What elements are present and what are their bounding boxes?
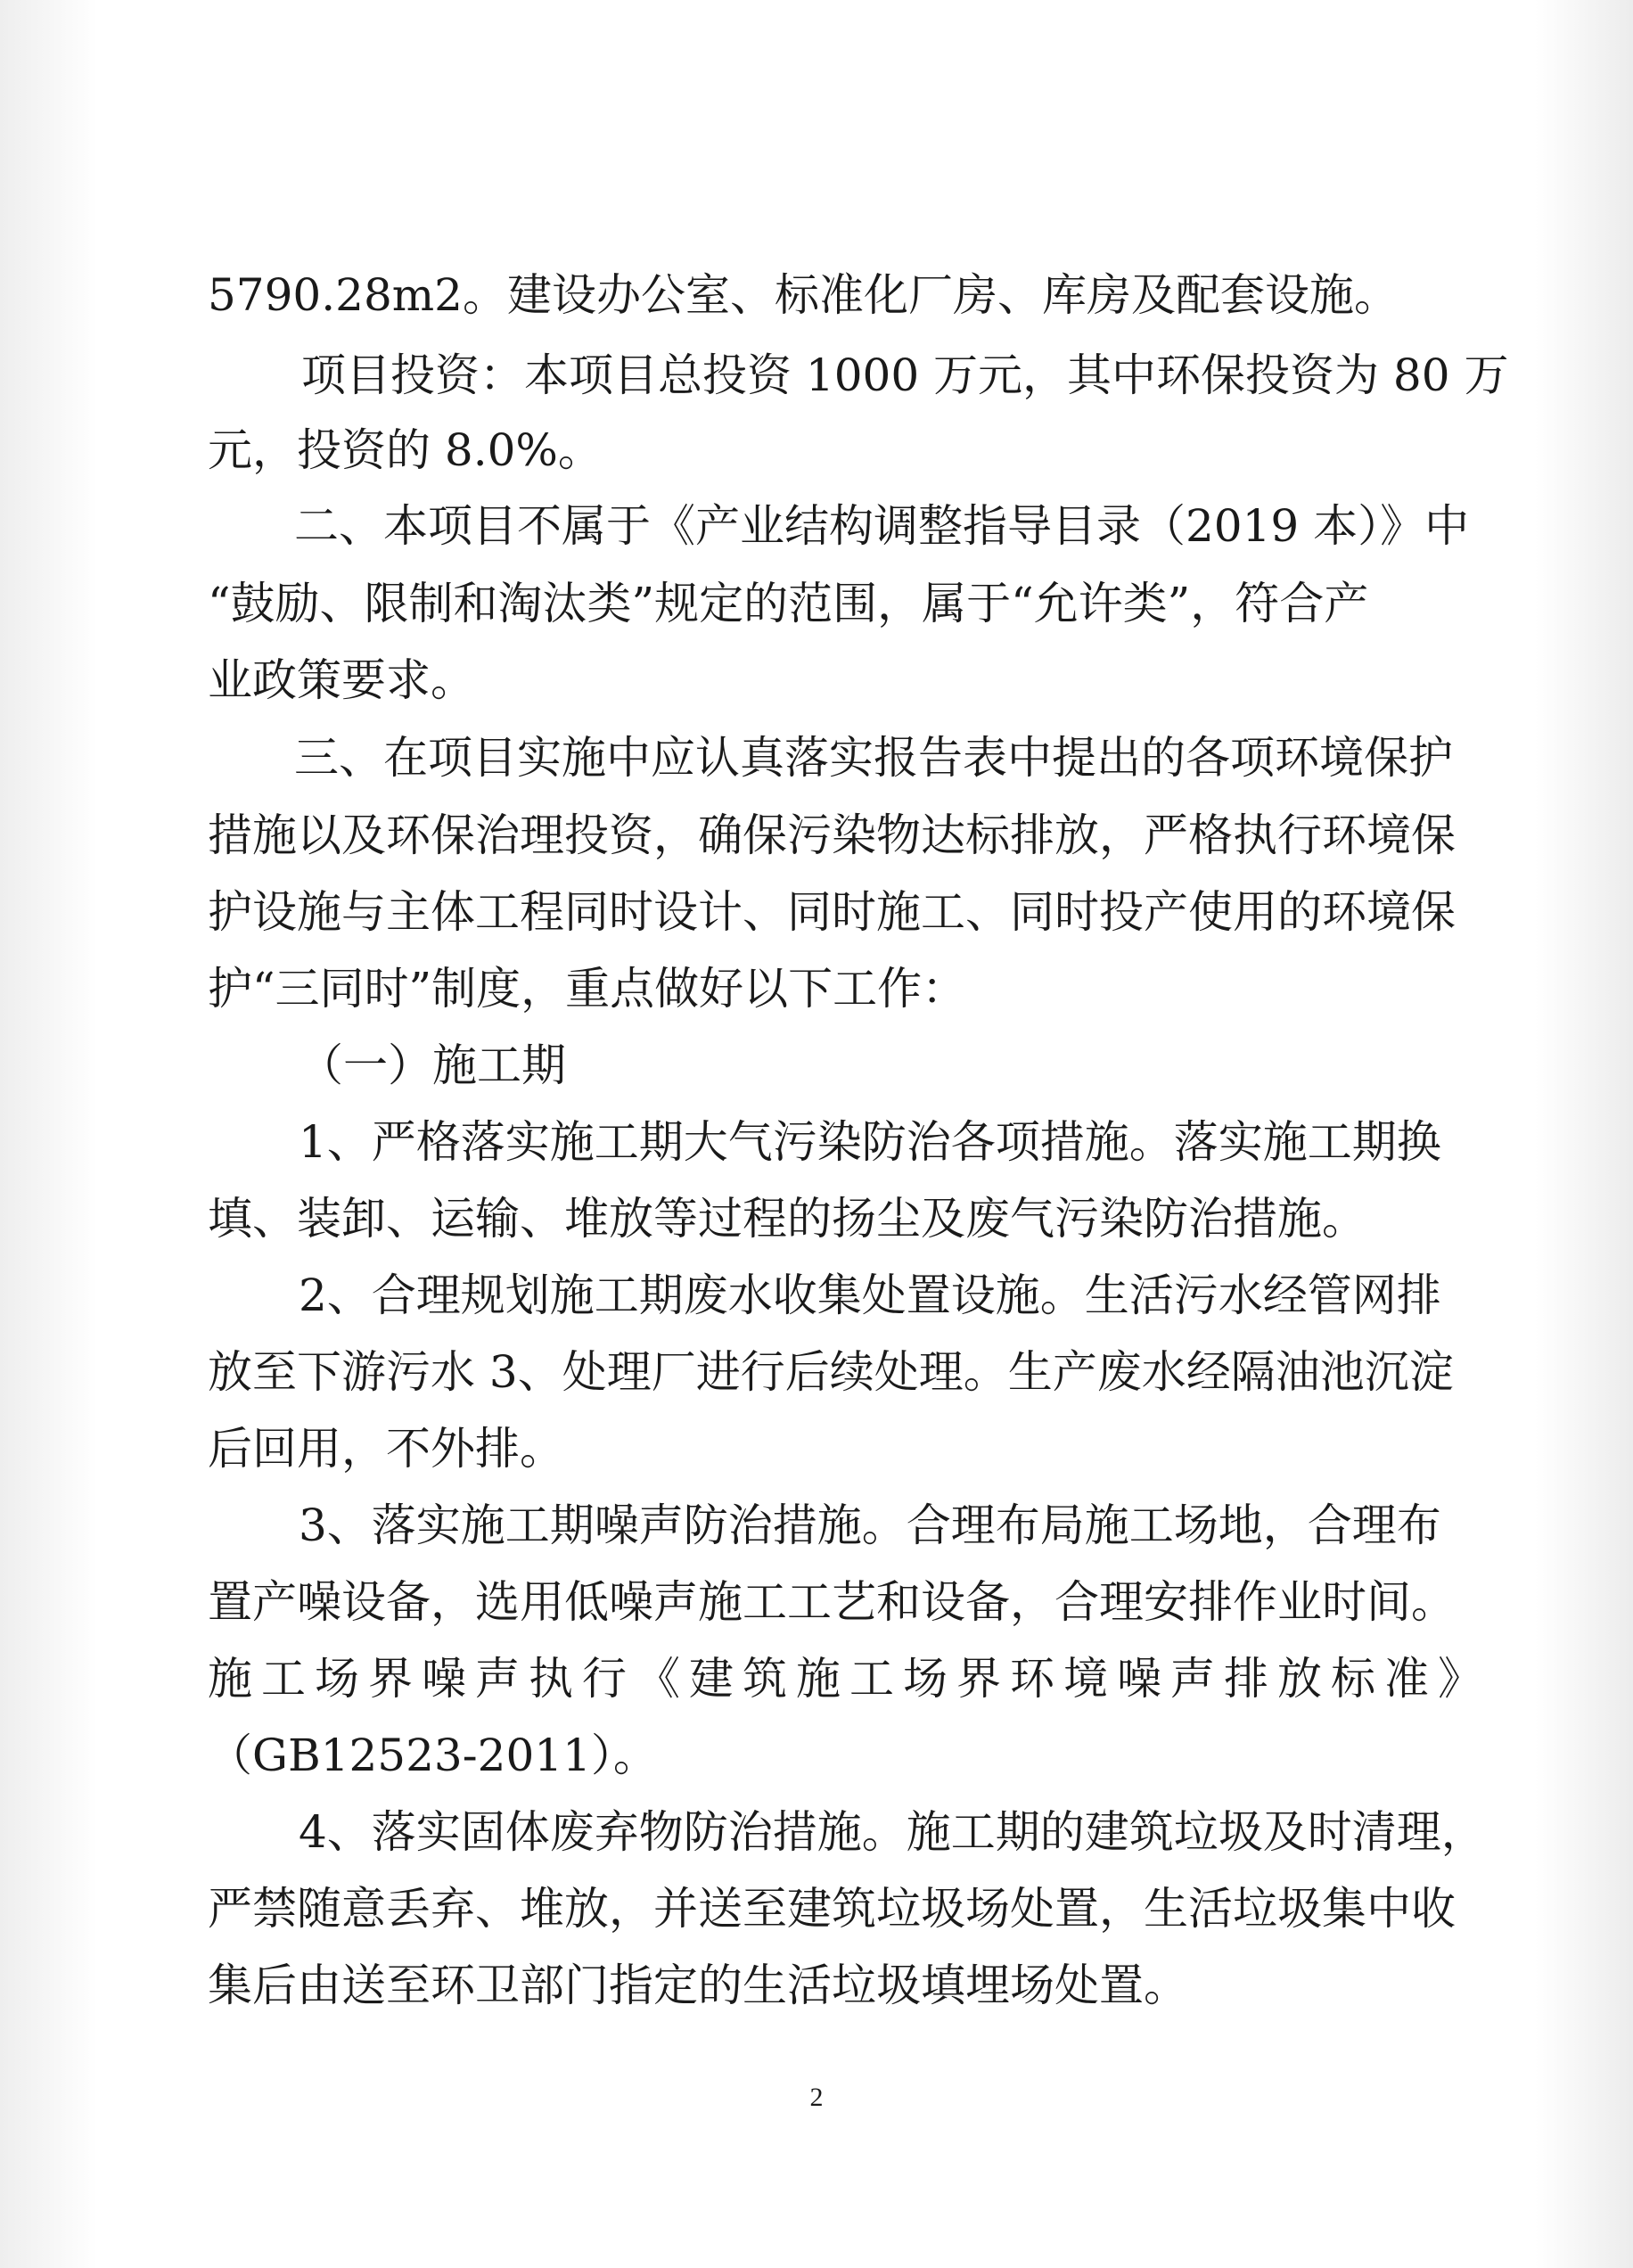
text-line-18: 置产噪设备，选用低噪声施工工艺和设备，合理安排作业时间。 xyxy=(208,1576,1456,1628)
text-line-13: 填、装卸、运输、堆放等过程的扬尘及废气污染防治措施。 xyxy=(208,1193,1366,1245)
text-line-3: 元，投资的 8.0%。 xyxy=(208,424,603,476)
text-line-9: 护设施与主体工程同时设计、同时施工、同时投产使用的环境保 xyxy=(208,886,1456,938)
text-line-8: 措施以及环保治理投资，确保污染物达标排放，严格执行环境保 xyxy=(208,809,1456,861)
text-line-22: 严禁随意丢弃、堆放，并送至建筑垃圾场处置，生活垃圾集中收 xyxy=(208,1883,1456,1935)
text-line-4: 二、本项目不属于《产业结构调整指导目录（2019 本）》中 xyxy=(294,500,1470,552)
text-line-16: 后回用，不外排。 xyxy=(208,1423,564,1475)
page-number: 2 xyxy=(809,2083,824,2112)
text-line-23: 集后由送至环卫部门指定的生活垃圾填埋场处置。 xyxy=(208,1960,1188,2011)
text-line-15: 放至下游污水 3、处理厂进行后续处理。生产废水经隔油池沉淀 xyxy=(208,1346,1454,1398)
text-line-21: 4、落实固体废弃物防治措施。施工期的建筑垃圾及时清理， xyxy=(299,1806,1486,1858)
text-line-11: （一）施工期 xyxy=(299,1040,566,1091)
text-line-2: 项目投资：本项目总投资 1000 万元，其中环保投资为 80 万 xyxy=(301,349,1509,401)
text-line-12: 1、严格落实施工期大气污染防治各项措施。落实施工期换 xyxy=(299,1116,1441,1168)
text-line-17: 3、落实施工期噪声防治措施。合理布局施工场地，合理布 xyxy=(299,1500,1441,1551)
text-line-6: 业政策要求。 xyxy=(208,654,475,706)
text-line-19: 施工场界噪声执行《建筑施工场界环境噪声排放标准》 xyxy=(208,1653,1491,1705)
text-line-20: （GB12523-2011）。 xyxy=(208,1730,658,1781)
text-line-10: 护“三同时”制度，重点做好以下工作： xyxy=(208,963,967,1015)
text-line-1: 5790.28m2。建设办公室、标准化厂房、库房及配套设施。 xyxy=(208,269,1399,321)
text-line-7: 三、在项目实施中应认真落实报告表中提出的各项环境保护 xyxy=(294,732,1453,784)
text-line-5: “鼓励、限制和淘汰类”规定的范围，属于“允许类”，符合产 xyxy=(208,578,1369,629)
text-line-14: 2、合理规划施工期废水收集处置设施。生活污水经管网排 xyxy=(299,1270,1441,1321)
